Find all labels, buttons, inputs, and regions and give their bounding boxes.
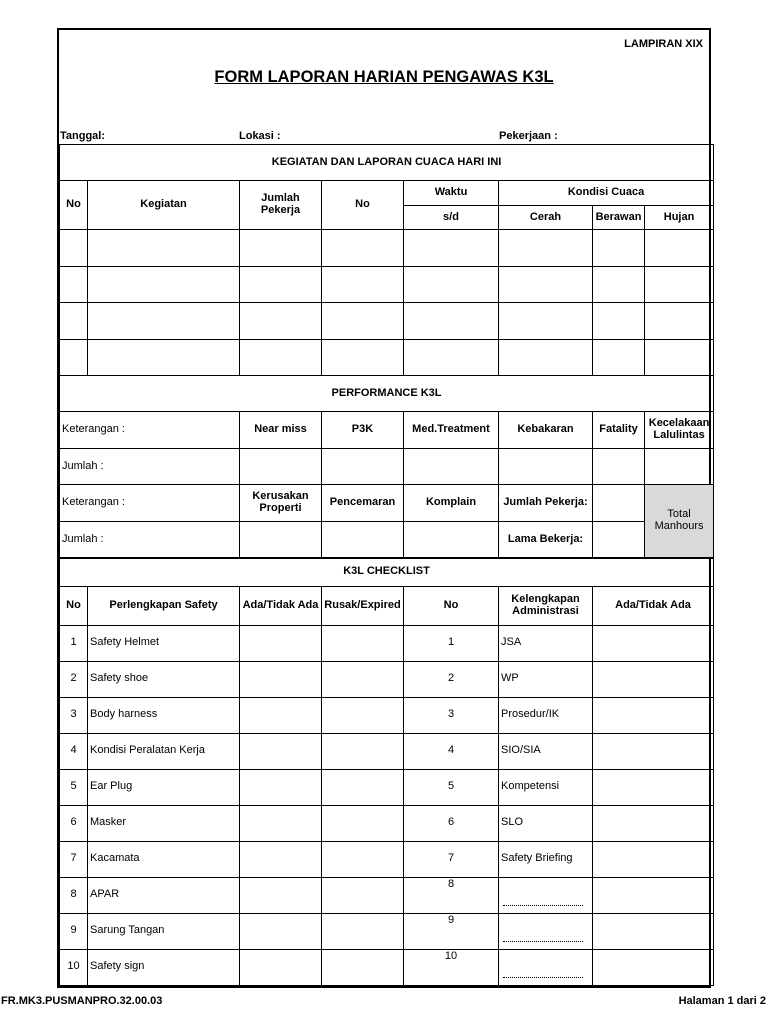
checklist-col-ada-tidak-2: Ada/Tidak Ada — [593, 586, 714, 625]
lampiran-label: LAMPIRAN XIX — [624, 38, 703, 50]
komplain-header: Komplain — [404, 485, 499, 522]
ada-tidak-cell[interactable] — [240, 841, 322, 877]
safety-item-label: Safety Helmet — [88, 625, 240, 661]
admin-item-label: Safety Briefing — [499, 841, 593, 877]
admin-no: 7 — [404, 841, 499, 877]
admin-no: 9 — [404, 913, 499, 949]
admin-item-label: Kompetensi — [499, 769, 593, 805]
checklist-no: 6 — [60, 805, 88, 841]
admin-ada-tidak-cell[interactable] — [593, 625, 714, 661]
checklist-no: 10 — [60, 949, 88, 985]
admin-item-label: SIO/SIA — [499, 733, 593, 769]
checklist-row — [60, 625, 714, 661]
checklist-col-perlengkapan: Perlengkapan Safety — [88, 586, 240, 625]
col-hujan: Hujan — [645, 206, 714, 230]
checklist-no: 7 — [60, 841, 88, 877]
admin-item-label: JSA — [499, 625, 593, 661]
kebakaran-header: Kebakaran — [499, 412, 593, 449]
dotted-fill-line — [503, 941, 583, 942]
kegiatan-row — [60, 230, 714, 267]
total-manhours-cell: Total Manhours — [645, 485, 714, 558]
rusak-cell[interactable] — [322, 841, 404, 877]
lama-bekerja-label: Lama Bekerja: — [499, 522, 593, 558]
admin-ada-tidak-cell[interactable] — [593, 697, 714, 733]
checklist-col-rusak: Rusak/Expired — [322, 586, 404, 625]
safety-item-label: Sarung Tangan — [88, 913, 240, 949]
performance-section-title: PERFORMANCE K3L — [60, 376, 714, 412]
admin-ada-tidak-cell[interactable] — [593, 877, 714, 913]
kecelakaan-header: Kecelakaan Lalulintas — [645, 412, 714, 449]
admin-ada-tidak-cell[interactable] — [593, 769, 714, 805]
kegiatan-table — [59, 144, 714, 376]
ada-tidak-cell[interactable] — [240, 697, 322, 733]
checklist-no: 8 — [60, 877, 88, 913]
safety-item-label: Kondisi Peralatan Kerja — [88, 733, 240, 769]
jumlah-label: Jumlah : — [60, 449, 240, 485]
checklist-col-ada-tidak: Ada/Tidak Ada — [240, 586, 322, 625]
footer-code: FR.MK3.PUSMANPRO.32.00.03 — [1, 995, 163, 1007]
admin-item-label[interactable] — [499, 949, 593, 985]
rusak-cell[interactable] — [322, 733, 404, 769]
admin-ada-tidak-cell[interactable] — [593, 949, 714, 985]
safety-item-label: APAR — [88, 877, 240, 913]
checklist-row — [60, 841, 714, 877]
admin-no: 8 — [404, 877, 499, 913]
safety-item-label: Masker — [88, 805, 240, 841]
checklist-row — [60, 913, 714, 949]
rusak-cell[interactable] — [322, 949, 404, 985]
safety-item-label: Kacamata — [88, 841, 240, 877]
admin-ada-tidak-cell[interactable] — [593, 841, 714, 877]
form-title: FORM LAPORAN HARIAN PENGAWAS K3L — [214, 68, 554, 86]
kegiatan-row — [60, 303, 714, 340]
checklist-no: 5 — [60, 769, 88, 805]
ada-tidak-cell[interactable] — [240, 661, 322, 697]
ada-tidak-cell[interactable] — [240, 949, 322, 985]
ada-tidak-cell[interactable] — [240, 769, 322, 805]
near-miss-header: Near miss — [240, 412, 322, 449]
checklist-row — [60, 733, 714, 769]
col-kegiatan: Kegiatan — [88, 181, 240, 230]
checklist-row — [60, 661, 714, 697]
pencemaran-header: Pencemaran — [322, 485, 404, 522]
checklist-col-no: No — [60, 586, 88, 625]
keterangan-label-2: Keterangan : — [60, 485, 240, 522]
col-kondisi-cuaca: Kondisi Cuaca — [499, 181, 714, 206]
admin-no: 6 — [404, 805, 499, 841]
form-page — [57, 28, 711, 988]
admin-no: 3 — [404, 697, 499, 733]
admin-no: 2 — [404, 661, 499, 697]
admin-item-label: SLO — [499, 805, 593, 841]
rusak-cell[interactable] — [322, 625, 404, 661]
admin-item-label: WP — [499, 661, 593, 697]
kerusakan-header: Kerusakan Properti — [240, 485, 322, 522]
admin-item-label[interactable] — [499, 913, 593, 949]
col-sd: s/d — [404, 206, 499, 230]
rusak-cell[interactable] — [322, 805, 404, 841]
ada-tidak-cell[interactable] — [240, 625, 322, 661]
checklist-no: 1 — [60, 625, 88, 661]
admin-item-label: Prosedur/IK — [499, 697, 593, 733]
col-no-2: No — [322, 181, 404, 230]
performance-table — [59, 375, 714, 558]
lokasi-label: Lokasi : — [239, 130, 281, 142]
safety-item-label: Safety shoe — [88, 661, 240, 697]
col-cerah: Cerah — [499, 206, 593, 230]
admin-no: 4 — [404, 733, 499, 769]
footer-page: Halaman 1 dari 2 — [678, 995, 766, 1007]
ada-tidak-cell[interactable] — [240, 805, 322, 841]
rusak-cell[interactable] — [322, 769, 404, 805]
admin-ada-tidak-cell[interactable] — [593, 661, 714, 697]
rusak-cell[interactable] — [322, 913, 404, 949]
rusak-cell[interactable] — [322, 877, 404, 913]
checklist-row — [60, 805, 714, 841]
med-treatment-header: Med.Treatment — [404, 412, 499, 449]
checklist-table — [59, 557, 714, 986]
keterangan-label: Keterangan : — [60, 412, 240, 449]
admin-ada-tidak-cell[interactable] — [593, 805, 714, 841]
admin-no: 1 — [404, 625, 499, 661]
admin-item-label[interactable] — [499, 877, 593, 913]
checklist-row — [60, 949, 714, 985]
admin-no: 10 — [404, 949, 499, 985]
tanggal-label: Tanggal: — [60, 130, 106, 142]
jumlah-pekerja-label: Jumlah Pekerja: — [499, 485, 593, 522]
checklist-row — [60, 877, 714, 913]
checklist-no: 3 — [60, 697, 88, 733]
checklist-col-no-2: No — [404, 586, 499, 625]
checklist-no: 2 — [60, 661, 88, 697]
ada-tidak-cell[interactable] — [240, 877, 322, 913]
checklist-col-kelengkapan: Kelengkapan Administrasi — [499, 586, 593, 625]
checklist-section-title: K3L CHECKLIST — [60, 558, 714, 586]
ada-tidak-cell[interactable] — [240, 913, 322, 949]
safety-item-label: Ear Plug — [88, 769, 240, 805]
admin-ada-tidak-cell[interactable] — [593, 733, 714, 769]
kegiatan-section-title: KEGIATAN DAN LAPORAN CUACA HARI INI — [60, 145, 714, 181]
col-waktu: Waktu — [404, 181, 499, 206]
pekerjaan-label: Pekerjaan : — [499, 130, 558, 142]
checklist-row — [60, 769, 714, 805]
col-berawan: Berawan — [593, 206, 645, 230]
fatality-header: Fatality — [593, 412, 645, 449]
admin-ada-tidak-cell[interactable] — [593, 913, 714, 949]
checklist-row — [60, 697, 714, 733]
kegiatan-row — [60, 267, 714, 303]
jumlah-label-2: Jumlah : — [60, 522, 240, 558]
checklist-no: 9 — [60, 913, 88, 949]
p3k-header: P3K — [322, 412, 404, 449]
col-jumlah-pekerja: Jumlah Pekerja — [240, 181, 322, 230]
rusak-cell[interactable] — [322, 697, 404, 733]
ada-tidak-cell[interactable] — [240, 733, 322, 769]
safety-item-label: Safety sign — [88, 949, 240, 985]
admin-no: 5 — [404, 769, 499, 805]
col-no: No — [60, 181, 88, 230]
dotted-fill-line — [503, 977, 583, 978]
dotted-fill-line — [503, 905, 583, 906]
safety-item-label: Body harness — [88, 697, 240, 733]
rusak-cell[interactable] — [322, 661, 404, 697]
kegiatan-row — [60, 340, 714, 376]
checklist-no: 4 — [60, 733, 88, 769]
